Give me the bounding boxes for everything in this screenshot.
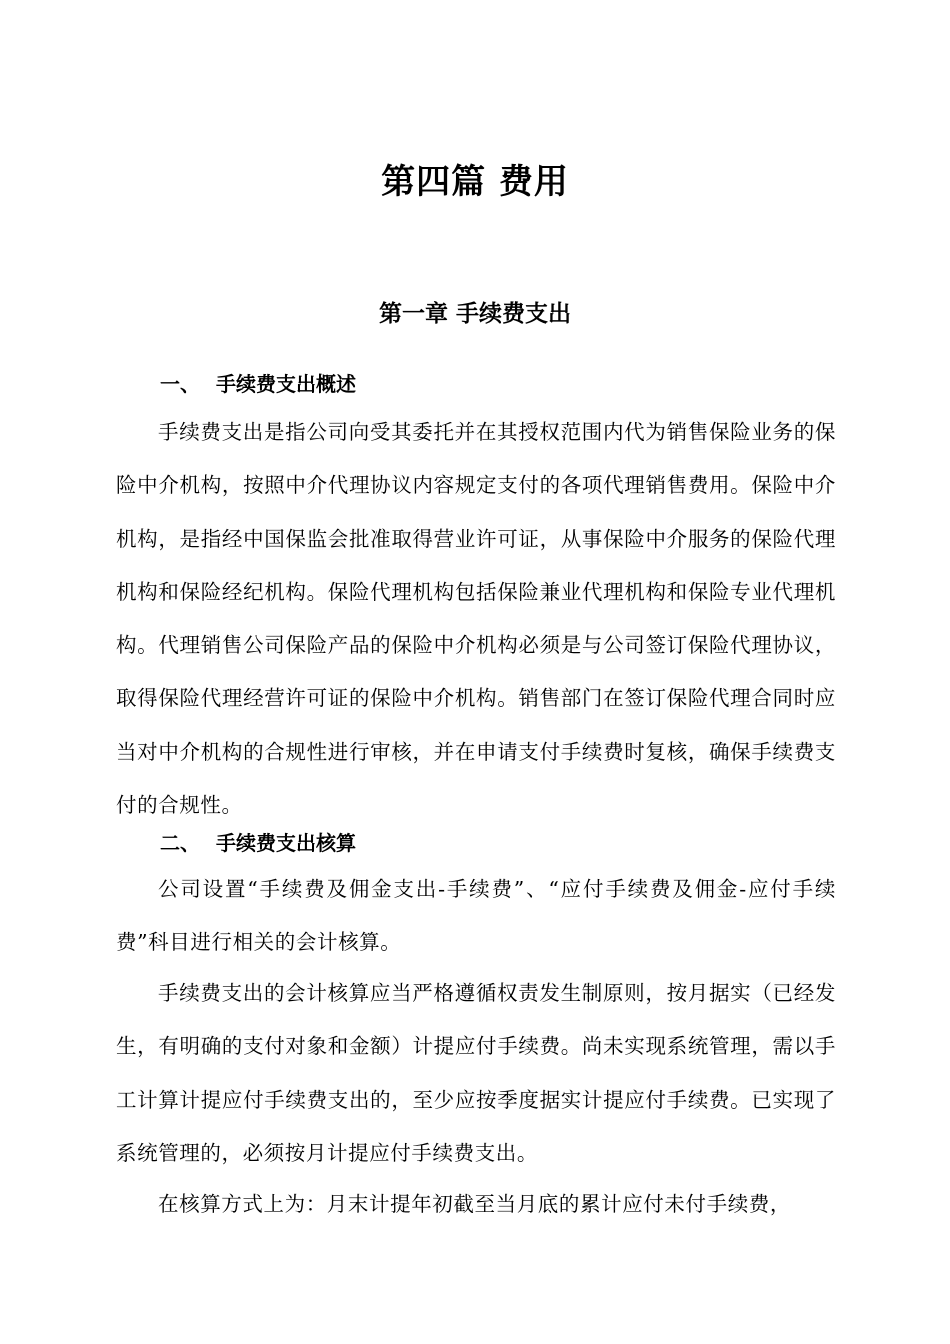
section-heading-1 [160, 369, 356, 399]
section-heading-text: 手续费支出概述 [216, 372, 356, 396]
section-number: 二、 [160, 831, 200, 855]
paragraph-overview: 手续费支出是指公司向受其委托并在其授权范围内代为销售保险业务的保险中介机构，按照中介代理协议内容规定支付的各项代理销售费用。保险中介机构，是指经中国保监会批准取得营业许可证，从事保险中介服务的保险代理机构和保险经纪机构。保险代理机构包括保险兼业代理机构和保险专业代理机构。代理销售公司保险产品的保险中介机构必须是与公司签订保险代理协议，取得保险代理经营许可证的保险中介机构。销售部门在签订保险代理合同时应当对中介机构的合规性进行审核，并在申请支付手续费时复核，确保手续费支付的合规性。 [116, 420, 836, 818]
section-heading-text: 手续费支出核算 [216, 831, 356, 855]
section-heading-2 [160, 828, 356, 858]
paragraph-accounting-method: 在核算方式上为：月末计提年初截至当月底的累计应付未付手续费， [158, 1192, 791, 1216]
part-title: 第四篇 费用 [381, 162, 569, 202]
section-number: 一、 [160, 372, 200, 396]
paragraph-accrual-principle: 手续费支出的会计核算应当严格遵循权责发生制原则，按月据实（已经发生，有明确的支付对象和金额）计提应付手续费。尚未实现系统管理，需以手工计算计提应付手续费支出的，至少应按季度据实计提应付手续费。已实现了系统管理的，必须按月计提应付手续费支出。 [116, 981, 836, 1165]
chapter-title: 第一章 手续费支出 [378, 301, 571, 327]
paragraph-accounts: 公司设置“手续费及佣金支出-手续费”、“应付手续费及佣金-应付手续费”科目进行相关的会计核算。 [116, 877, 836, 955]
